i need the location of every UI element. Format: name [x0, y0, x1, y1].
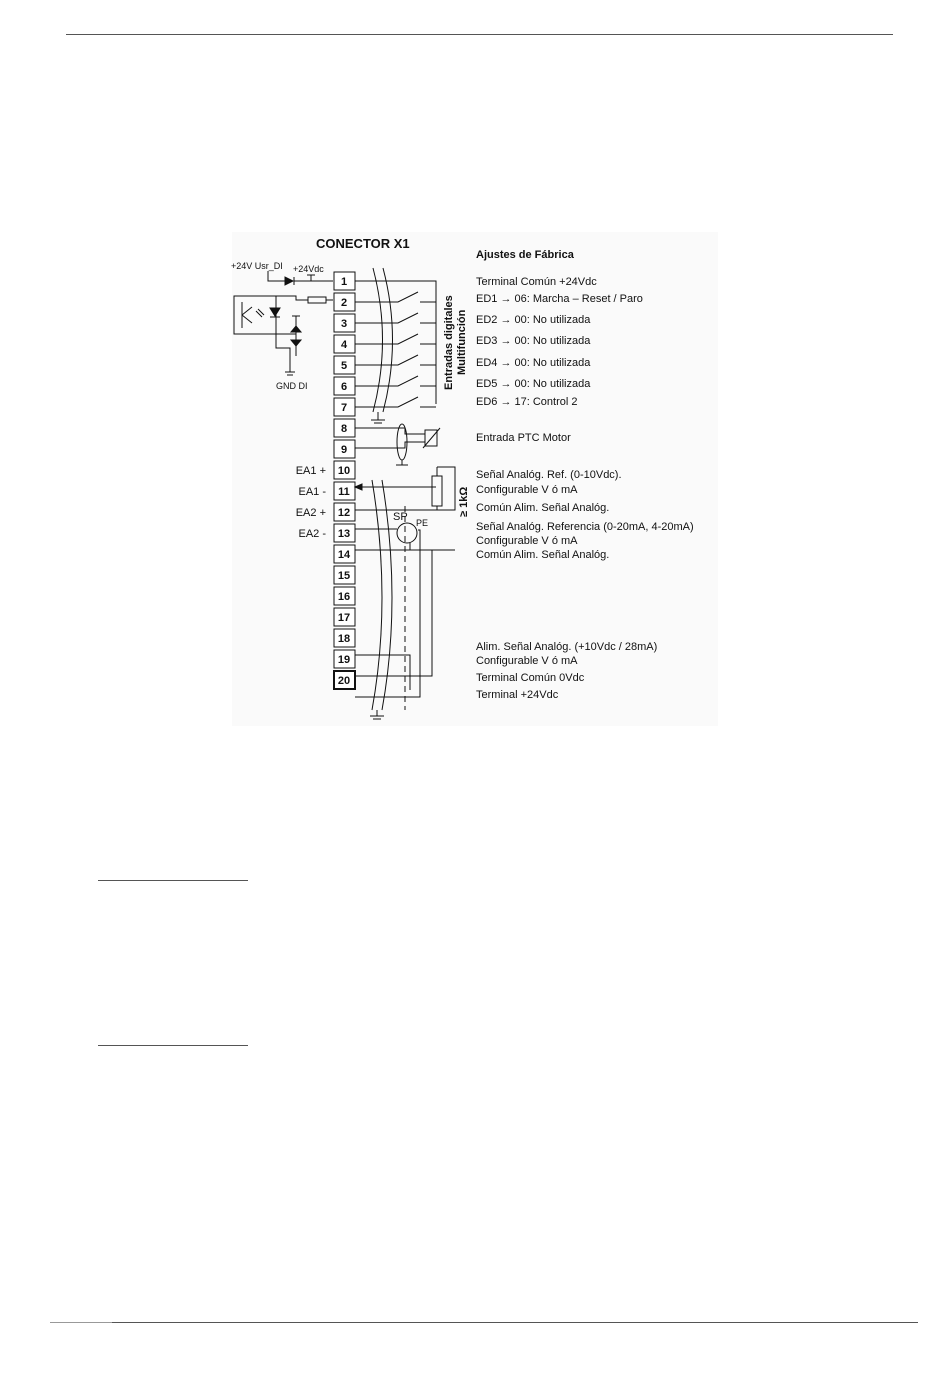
- supply-usr-label: +24V Usr_DI: [231, 261, 283, 271]
- terminal-number: 2: [340, 297, 348, 309]
- terminal-number: 9: [340, 444, 348, 456]
- terminal-15: [334, 566, 355, 584]
- input-label: EA1 +: [295, 465, 326, 477]
- vertical-label-1: Entradas digitales: [443, 295, 455, 390]
- terminal-20: [334, 671, 355, 689]
- terminal-3: [334, 314, 355, 332]
- terminal-number: 5: [340, 360, 348, 372]
- terminal-6: [334, 377, 355, 395]
- terminal-number: 16: [337, 591, 351, 603]
- supply-vdc-label: +24Vdc: [293, 264, 324, 274]
- terminal-4: [334, 335, 355, 353]
- input-label: EA2 +: [295, 507, 326, 519]
- sp-label: SP: [393, 511, 408, 523]
- setting-line: Señal Analóg. Referencia (0-20mA, 4-20mA): [476, 521, 694, 533]
- input-label: EA2 -: [298, 528, 326, 540]
- terminal-number: 8: [340, 423, 348, 435]
- setting-line: Configurable V ó mA: [476, 535, 578, 547]
- terminal-10: [334, 461, 355, 479]
- terminal-1: [334, 272, 355, 290]
- setting-line: Configurable V ó mA: [476, 484, 578, 496]
- terminal-number: 7: [340, 402, 348, 414]
- terminal-number: 11: [338, 486, 350, 498]
- setting-line: ED4 → 00: No utilizada: [476, 357, 591, 369]
- setting-line: Alim. Señal Analóg. (+10Vdc / 28mA): [476, 641, 658, 653]
- terminal-14: [334, 545, 355, 563]
- setting-line: Configurable V ó mA: [476, 655, 578, 667]
- terminal-number: 1: [340, 276, 348, 288]
- terminal-number: 6: [340, 381, 348, 393]
- pe-label: PE: [416, 518, 429, 528]
- terminal-number: 15: [337, 570, 351, 582]
- setting-line: Señal Analóg. Ref. (0-10Vdc).: [476, 469, 622, 481]
- terminal-5: [334, 356, 355, 374]
- gnd-di-label: GND DI: [276, 381, 308, 391]
- terminal-number: 3: [340, 318, 348, 330]
- factory-header: Ajustes de Fábrica: [476, 249, 574, 261]
- terminal-18: [334, 629, 355, 647]
- terminal-2: [334, 293, 355, 311]
- terminal-12: [334, 503, 355, 521]
- terminal-7: [334, 398, 355, 416]
- terminal-number: 20: [337, 675, 351, 687]
- vertical-label-2: Multifunción: [456, 309, 468, 375]
- terminal-number: 12: [337, 507, 351, 519]
- terminal-17: [334, 608, 355, 626]
- terminal-number: 17: [337, 612, 351, 624]
- terminal-number: 19: [337, 654, 351, 666]
- terminal-number: 4: [340, 339, 348, 351]
- terminal-8: [334, 419, 355, 437]
- setting-line: Terminal Común +24Vdc: [476, 276, 597, 288]
- terminal-11: [334, 482, 355, 500]
- setting-line: Terminal +24Vdc: [476, 689, 559, 701]
- setting-line: Entrada PTC Motor: [476, 432, 571, 444]
- terminal-number: 10: [337, 465, 351, 477]
- terminal-9: [334, 440, 355, 458]
- diagram-title: CONECTOR X1: [316, 236, 410, 251]
- setting-line: ED5 → 00: No utilizada: [476, 378, 591, 390]
- terminal-19: [334, 650, 355, 668]
- input-label: EA1 -: [298, 486, 326, 498]
- terminal-13: [334, 524, 355, 542]
- setting-line: ED2 → 00: No utilizada: [476, 314, 591, 326]
- terminal-number: 13: [337, 528, 351, 540]
- setting-line: Común Alim. Señal Analóg.: [476, 502, 610, 514]
- setting-line: Común Alim. Señal Analóg.: [476, 549, 610, 561]
- terminal-number: 18: [337, 633, 351, 645]
- setting-line: ED3 → 00: No utilizada: [476, 335, 591, 347]
- terminal-number: 14: [337, 549, 351, 561]
- resistor-label: ≥ 1kΩ: [458, 486, 470, 517]
- setting-line: Terminal Común 0Vdc: [476, 672, 585, 684]
- setting-line: ED1 → 06: Marcha – Reset / Paro: [476, 293, 643, 305]
- terminal-16: [334, 587, 355, 605]
- setting-line: ED6 → 17: Control 2: [476, 396, 578, 408]
